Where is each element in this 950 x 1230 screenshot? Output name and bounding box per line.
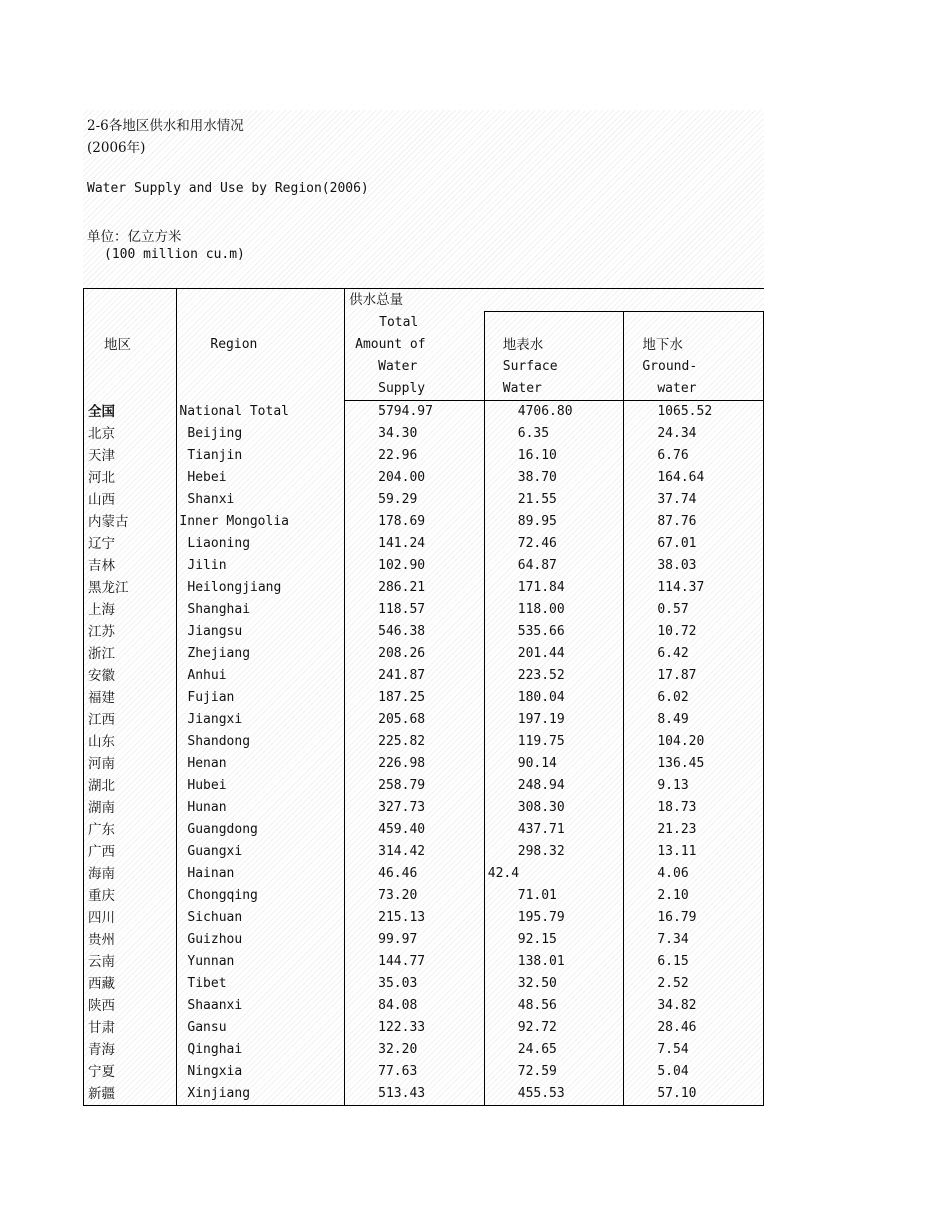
title-background (83, 110, 764, 290)
header-total-en-1: Total (345, 312, 485, 335)
region-en-cell: Hainan (177, 863, 345, 885)
region-en-cell: National Total (177, 401, 345, 424)
table-row (84, 511, 764, 533)
header-surface-en-1: Surface (484, 356, 624, 378)
region-en-cell: Hubei (177, 775, 345, 797)
surface-water-cell: 308.30 (484, 797, 624, 819)
total-supply-cell: 314.42 (345, 841, 485, 863)
surface-water-cell: 32.50 (484, 973, 624, 995)
surface-water-cell: 42.4 (484, 863, 624, 885)
surface-water-cell: 119.75 (484, 731, 624, 753)
table-row (84, 995, 764, 1017)
table-row (84, 665, 764, 687)
region-cn-cell: 西藏 (84, 973, 177, 995)
table-row (84, 929, 764, 951)
surface-water-cell: 298.32 (484, 841, 624, 863)
region-cn-cell: 青海 (84, 1039, 177, 1061)
region-cn-cell: 天津 (84, 445, 177, 467)
surface-water-cell: 90.14 (484, 753, 624, 775)
region-en-cell: Shanxi (177, 489, 345, 511)
groundwater-cell: 1065.52 (624, 401, 764, 424)
unit-cn: 单位：亿立方米 (87, 229, 182, 245)
total-supply-cell: 178.69 (345, 511, 485, 533)
table-row (84, 1083, 764, 1106)
total-supply-cell: 73.20 (345, 885, 485, 907)
total-supply-cell: 459.40 (345, 819, 485, 841)
surface-water-cell: 71.01 (484, 885, 624, 907)
table-row (84, 973, 764, 995)
region-cn-cell: 贵州 (84, 929, 177, 951)
region-en-cell: Anhui (177, 665, 345, 687)
table-row (84, 643, 764, 665)
region-cn-cell: 全国 (84, 401, 177, 424)
surface-water-cell: 16.10 (484, 445, 624, 467)
groundwater-cell: 10.72 (624, 621, 764, 643)
region-en-cell: Sichuan (177, 907, 345, 929)
region-en-cell: Jiangxi (177, 709, 345, 731)
surface-water-cell: 72.46 (484, 533, 624, 555)
total-supply-cell: 187.25 (345, 687, 485, 709)
region-en-cell: Inner Mongolia (177, 511, 345, 533)
region-en-cell: Shanghai (177, 599, 345, 621)
groundwater-cell: 34.82 (624, 995, 764, 1017)
groundwater-cell: 4.06 (624, 863, 764, 885)
groundwater-cell: 136.45 (624, 753, 764, 775)
region-cn-cell: 浙江 (84, 643, 177, 665)
region-cn-cell: 海南 (84, 863, 177, 885)
total-supply-cell: 241.87 (345, 665, 485, 687)
table-row (84, 577, 764, 599)
header-ground-cn: 地下水 (624, 334, 764, 356)
region-cn-cell: 四川 (84, 907, 177, 929)
table-row (84, 445, 764, 467)
region-cn-cell: 河南 (84, 753, 177, 775)
header-region-en: Region (177, 289, 345, 401)
total-supply-cell: 35.03 (345, 973, 485, 995)
total-supply-cell: 513.43 (345, 1083, 485, 1106)
surface-water-cell: 89.95 (484, 511, 624, 533)
surface-water-cell: 4706.80 (484, 401, 624, 424)
surface-water-cell: 92.15 (484, 929, 624, 951)
region-cn-cell: 福建 (84, 687, 177, 709)
header-total-en-3: Water (345, 356, 485, 378)
region-cn-cell: 北京 (84, 423, 177, 445)
groundwater-cell: 16.79 (624, 907, 764, 929)
region-en-cell: Yunnan (177, 951, 345, 973)
groundwater-cell: 9.13 (624, 775, 764, 797)
table-row (84, 731, 764, 753)
region-cn-cell: 湖南 (84, 797, 177, 819)
surface-water-cell: 180.04 (484, 687, 624, 709)
unit-en: (100 million cu.m) (104, 247, 245, 262)
surface-water-cell: 48.56 (484, 995, 624, 1017)
groundwater-cell: 38.03 (624, 555, 764, 577)
header-total-en-2: Amount of (345, 334, 485, 356)
region-cn-cell: 广西 (84, 841, 177, 863)
region-cn-cell: 黑龙江 (84, 577, 177, 599)
total-supply-cell: 205.68 (345, 709, 485, 731)
surface-water-cell: 535.66 (484, 621, 624, 643)
header-ground-en-2: water (624, 378, 764, 401)
region-cn-cell: 广东 (84, 819, 177, 841)
region-cn-cell: 河北 (84, 467, 177, 489)
region-en-cell: Ningxia (177, 1061, 345, 1083)
groundwater-cell: 6.76 (624, 445, 764, 467)
groundwater-cell: 5.04 (624, 1061, 764, 1083)
table-row (84, 797, 764, 819)
groundwater-cell: 37.74 (624, 489, 764, 511)
total-supply-cell: 226.98 (345, 753, 485, 775)
table-row (84, 709, 764, 731)
groundwater-cell: 8.49 (624, 709, 764, 731)
table-row (84, 489, 764, 511)
surface-water-cell: 195.79 (484, 907, 624, 929)
region-cn-cell: 湖北 (84, 775, 177, 797)
region-cn-cell: 山东 (84, 731, 177, 753)
table-row (84, 467, 764, 489)
surface-water-cell: 64.87 (484, 555, 624, 577)
groundwater-cell: 7.34 (624, 929, 764, 951)
region-cn-cell: 新疆 (84, 1083, 177, 1106)
region-en-cell: Beijing (177, 423, 345, 445)
region-en-cell: Gansu (177, 1017, 345, 1039)
total-supply-cell: 46.46 (345, 863, 485, 885)
region-cn-cell: 吉林 (84, 555, 177, 577)
region-en-cell: Jilin (177, 555, 345, 577)
table-title-en: Water Supply and Use by Region(2006) (87, 181, 369, 196)
total-supply-cell: 84.08 (345, 995, 485, 1017)
surface-water-cell: 72.59 (484, 1061, 624, 1083)
table-row (84, 775, 764, 797)
surface-water-cell: 455.53 (484, 1083, 624, 1106)
table-row (84, 1061, 764, 1083)
region-en-cell: Chongqing (177, 885, 345, 907)
groundwater-cell: 17.87 (624, 665, 764, 687)
table-row (84, 951, 764, 973)
table-row (84, 885, 764, 907)
groundwater-cell: 67.01 (624, 533, 764, 555)
total-supply-cell: 258.79 (345, 775, 485, 797)
table-row (84, 599, 764, 621)
surface-water-cell: 21.55 (484, 489, 624, 511)
total-supply-cell: 225.82 (345, 731, 485, 753)
table-row (84, 423, 764, 445)
total-supply-cell: 22.96 (345, 445, 485, 467)
total-supply-cell: 144.77 (345, 951, 485, 973)
table-row (84, 687, 764, 709)
table-year-cn: (2006年) (87, 140, 146, 156)
surface-water-cell: 171.84 (484, 577, 624, 599)
table-row (84, 819, 764, 841)
groundwater-cell: 104.20 (624, 731, 764, 753)
groundwater-cell: 114.37 (624, 577, 764, 599)
surface-water-cell: 223.52 (484, 665, 624, 687)
surface-water-cell: 118.00 (484, 599, 624, 621)
region-cn-cell: 江苏 (84, 621, 177, 643)
groundwater-cell: 18.73 (624, 797, 764, 819)
groundwater-cell: 2.52 (624, 973, 764, 995)
surface-water-cell: 92.72 (484, 1017, 624, 1039)
total-supply-cell: 118.57 (345, 599, 485, 621)
total-supply-cell: 546.38 (345, 621, 485, 643)
region-en-cell: Hebei (177, 467, 345, 489)
total-supply-cell: 327.73 (345, 797, 485, 819)
region-en-cell: Tianjin (177, 445, 345, 467)
total-supply-cell: 286.21 (345, 577, 485, 599)
header-total-en-4: Supply (345, 378, 485, 401)
table-row (84, 841, 764, 863)
surface-water-cell: 38.70 (484, 467, 624, 489)
surface-water-cell: 248.94 (484, 775, 624, 797)
region-cn-cell: 陕西 (84, 995, 177, 1017)
surface-water-cell: 197.19 (484, 709, 624, 731)
total-supply-cell: 77.63 (345, 1061, 485, 1083)
region-en-cell: Jiangsu (177, 621, 345, 643)
total-supply-cell: 204.00 (345, 467, 485, 489)
header-row-1 (84, 289, 764, 312)
table-row (84, 555, 764, 577)
region-cn-cell: 甘肃 (84, 1017, 177, 1039)
surface-water-cell: 437.71 (484, 819, 624, 841)
region-en-cell: Qinghai (177, 1039, 345, 1061)
groundwater-cell: 87.76 (624, 511, 764, 533)
total-supply-cell: 141.24 (345, 533, 485, 555)
region-cn-cell: 辽宁 (84, 533, 177, 555)
region-en-cell: Guangdong (177, 819, 345, 841)
region-cn-cell: 内蒙古 (84, 511, 177, 533)
region-en-cell: Shandong (177, 731, 345, 753)
groundwater-cell: 28.46 (624, 1017, 764, 1039)
total-supply-cell: 122.33 (345, 1017, 485, 1039)
header-total-cn: 供水总量 (345, 289, 485, 312)
region-cn-cell: 云南 (84, 951, 177, 973)
groundwater-cell: 6.15 (624, 951, 764, 973)
region-cn-cell: 安徽 (84, 665, 177, 687)
total-supply-cell: 59.29 (345, 489, 485, 511)
surface-water-cell: 138.01 (484, 951, 624, 973)
region-en-cell: Shaanxi (177, 995, 345, 1017)
region-cn-cell: 江西 (84, 709, 177, 731)
region-en-cell: Henan (177, 753, 345, 775)
header-ground-en-1: Ground- (624, 356, 764, 378)
surface-water-cell: 6.35 (484, 423, 624, 445)
surface-water-cell: 201.44 (484, 643, 624, 665)
total-supply-cell: 99.97 (345, 929, 485, 951)
region-cn-cell: 重庆 (84, 885, 177, 907)
table-title-cn: 2-6各地区供水和用水情况 (87, 118, 244, 134)
region-en-cell: Xinjiang (177, 1083, 345, 1106)
header-surface-cn: 地表水 (484, 334, 624, 356)
region-en-cell: Tibet (177, 973, 345, 995)
table-row (84, 621, 764, 643)
groundwater-cell: 6.42 (624, 643, 764, 665)
table-row (84, 533, 764, 555)
table-row (84, 863, 764, 885)
region-en-cell: Guangxi (177, 841, 345, 863)
total-supply-cell: 34.30 (345, 423, 485, 445)
region-en-cell: Fujian (177, 687, 345, 709)
total-supply-cell: 215.13 (345, 907, 485, 929)
groundwater-cell: 21.23 (624, 819, 764, 841)
region-cn-cell: 宁夏 (84, 1061, 177, 1083)
region-en-cell: Hunan (177, 797, 345, 819)
header-surface-en-2: Water (484, 378, 624, 401)
total-supply-cell: 208.26 (345, 643, 485, 665)
total-supply-cell: 102.90 (345, 555, 485, 577)
region-cn-cell: 山西 (84, 489, 177, 511)
groundwater-cell: 7.54 (624, 1039, 764, 1061)
header-region-cn: 地区 (84, 289, 177, 401)
region-en-cell: Heilongjiang (177, 577, 345, 599)
water-supply-table (83, 288, 764, 1106)
groundwater-cell: 164.64 (624, 467, 764, 489)
table-row (84, 1017, 764, 1039)
table-row (84, 401, 764, 424)
groundwater-cell: 13.11 (624, 841, 764, 863)
surface-water-cell: 24.65 (484, 1039, 624, 1061)
groundwater-cell: 6.02 (624, 687, 764, 709)
table-row (84, 753, 764, 775)
total-supply-cell: 5794.97 (345, 401, 485, 424)
table-row (84, 1039, 764, 1061)
region-en-cell: Guizhou (177, 929, 345, 951)
groundwater-cell: 2.10 (624, 885, 764, 907)
region-en-cell: Liaoning (177, 533, 345, 555)
total-supply-cell: 32.20 (345, 1039, 485, 1061)
groundwater-cell: 24.34 (624, 423, 764, 445)
region-en-cell: Zhejiang (177, 643, 345, 665)
table-row (84, 907, 764, 929)
groundwater-cell: 57.10 (624, 1083, 764, 1106)
region-cn-cell: 上海 (84, 599, 177, 621)
groundwater-cell: 0.57 (624, 599, 764, 621)
